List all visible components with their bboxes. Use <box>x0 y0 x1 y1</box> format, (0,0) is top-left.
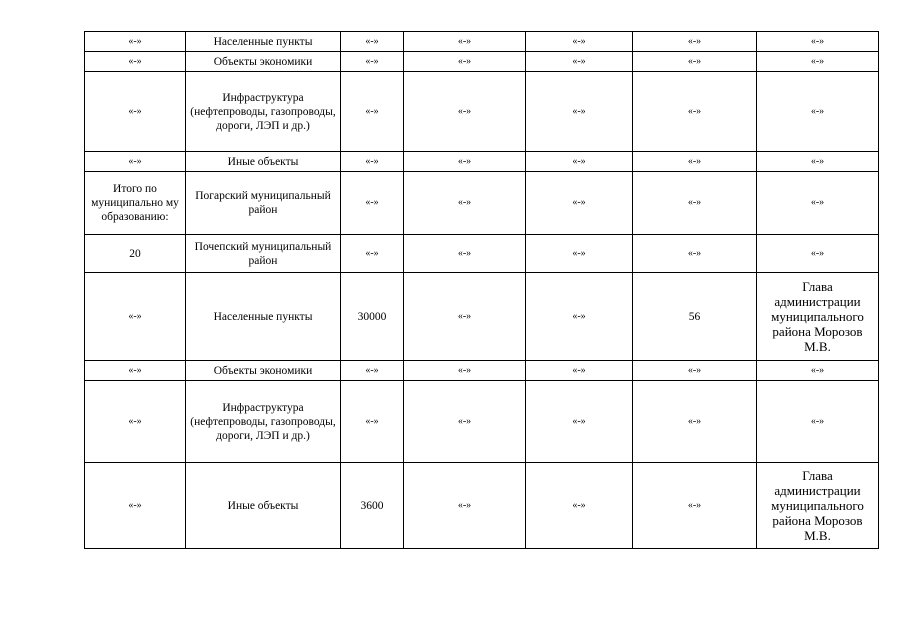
cell-value-1: «-» <box>341 235 404 273</box>
cell-object: Иные объекты <box>186 152 341 172</box>
cell-value-4: «-» <box>633 152 757 172</box>
cell-value-1: «-» <box>341 361 404 381</box>
cell-value-2: «-» <box>404 52 526 72</box>
cell-number: «-» <box>85 463 186 549</box>
table-row <box>85 361 879 381</box>
cell-value-1: «-» <box>341 32 404 52</box>
cell-value-4: «-» <box>633 361 757 381</box>
cell-object: Объекты экономики <box>186 361 341 381</box>
cell-responsible: «-» <box>757 52 879 72</box>
cell-value-3: «-» <box>526 463 633 549</box>
cell-object: Населенные пункты <box>186 273 341 361</box>
cell-value-2: «-» <box>404 152 526 172</box>
table-row <box>85 52 879 72</box>
table-row <box>85 381 879 463</box>
cell-value-3: «-» <box>526 52 633 72</box>
cell-value-2: «-» <box>404 172 526 235</box>
cell-value-2: «-» <box>404 381 526 463</box>
table-row <box>85 72 879 152</box>
cell-object: Почепский муниципальный район <box>186 235 341 273</box>
table-row <box>85 172 879 235</box>
cell-number: «-» <box>85 273 186 361</box>
cell-value-3: «-» <box>526 152 633 172</box>
cell-value-3: «-» <box>526 235 633 273</box>
cell-value-2: «-» <box>404 463 526 549</box>
cell-value-4: «-» <box>633 72 757 152</box>
cell-value-1: «-» <box>341 381 404 463</box>
cell-number: Итого по муниципально му образованию: <box>85 172 186 235</box>
cell-object: Погарский муниципальный район <box>186 172 341 235</box>
cell-responsible: Глава администрации муниципального района Морозов М.В. <box>757 273 879 361</box>
cell-value-4: «-» <box>633 52 757 72</box>
cell-object: Инфраструктура (нефтепроводы, газопроводы, дороги, ЛЭП и др.) <box>186 381 341 463</box>
cell-value-4: «-» <box>633 235 757 273</box>
data-table <box>84 31 879 549</box>
cell-value-4: 56 <box>633 273 757 361</box>
cell-responsible: «-» <box>757 381 879 463</box>
cell-responsible: «-» <box>757 235 879 273</box>
cell-responsible: «-» <box>757 172 879 235</box>
cell-value-2: «-» <box>404 32 526 52</box>
cell-number: «-» <box>85 52 186 72</box>
cell-value-2: «-» <box>404 72 526 152</box>
cell-object: Объекты экономики <box>186 52 341 72</box>
cell-value-4: «-» <box>633 463 757 549</box>
table-row <box>85 463 879 549</box>
cell-responsible: «-» <box>757 72 879 152</box>
cell-value-2: «-» <box>404 361 526 381</box>
cell-value-3: «-» <box>526 381 633 463</box>
cell-value-3: «-» <box>526 361 633 381</box>
cell-number: «-» <box>85 152 186 172</box>
cell-value-4: «-» <box>633 381 757 463</box>
cell-value-2: «-» <box>404 235 526 273</box>
table-row <box>85 32 879 52</box>
cell-value-3: «-» <box>526 72 633 152</box>
cell-number: «-» <box>85 381 186 463</box>
cell-object: Инфраструктура (нефтепроводы, газопроводы, дороги, ЛЭП и др.) <box>186 72 341 152</box>
cell-value-1: 3600 <box>341 463 404 549</box>
cell-value-1: 30000 <box>341 273 404 361</box>
table-row <box>85 235 879 273</box>
cell-responsible: «-» <box>757 361 879 381</box>
cell-value-3: «-» <box>526 32 633 52</box>
cell-responsible: «-» <box>757 152 879 172</box>
cell-value-1: «-» <box>341 52 404 72</box>
table-row <box>85 273 879 361</box>
cell-value-2: «-» <box>404 273 526 361</box>
cell-responsible: Глава администрации муниципального района Морозов М.В. <box>757 463 879 549</box>
cell-object: Населенные пункты <box>186 32 341 52</box>
cell-value-3: «-» <box>526 172 633 235</box>
cell-object: Иные объекты <box>186 463 341 549</box>
table-row <box>85 152 879 172</box>
cell-value-4: «-» <box>633 172 757 235</box>
cell-value-1: «-» <box>341 72 404 152</box>
cell-number: «-» <box>85 361 186 381</box>
cell-value-3: «-» <box>526 273 633 361</box>
cell-responsible: «-» <box>757 32 879 52</box>
cell-number: «-» <box>85 32 186 52</box>
cell-number: «-» <box>85 72 186 152</box>
cell-number: 20 <box>85 235 186 273</box>
cell-value-1: «-» <box>341 172 404 235</box>
cell-value-1: «-» <box>341 152 404 172</box>
cell-value-4: «-» <box>633 32 757 52</box>
